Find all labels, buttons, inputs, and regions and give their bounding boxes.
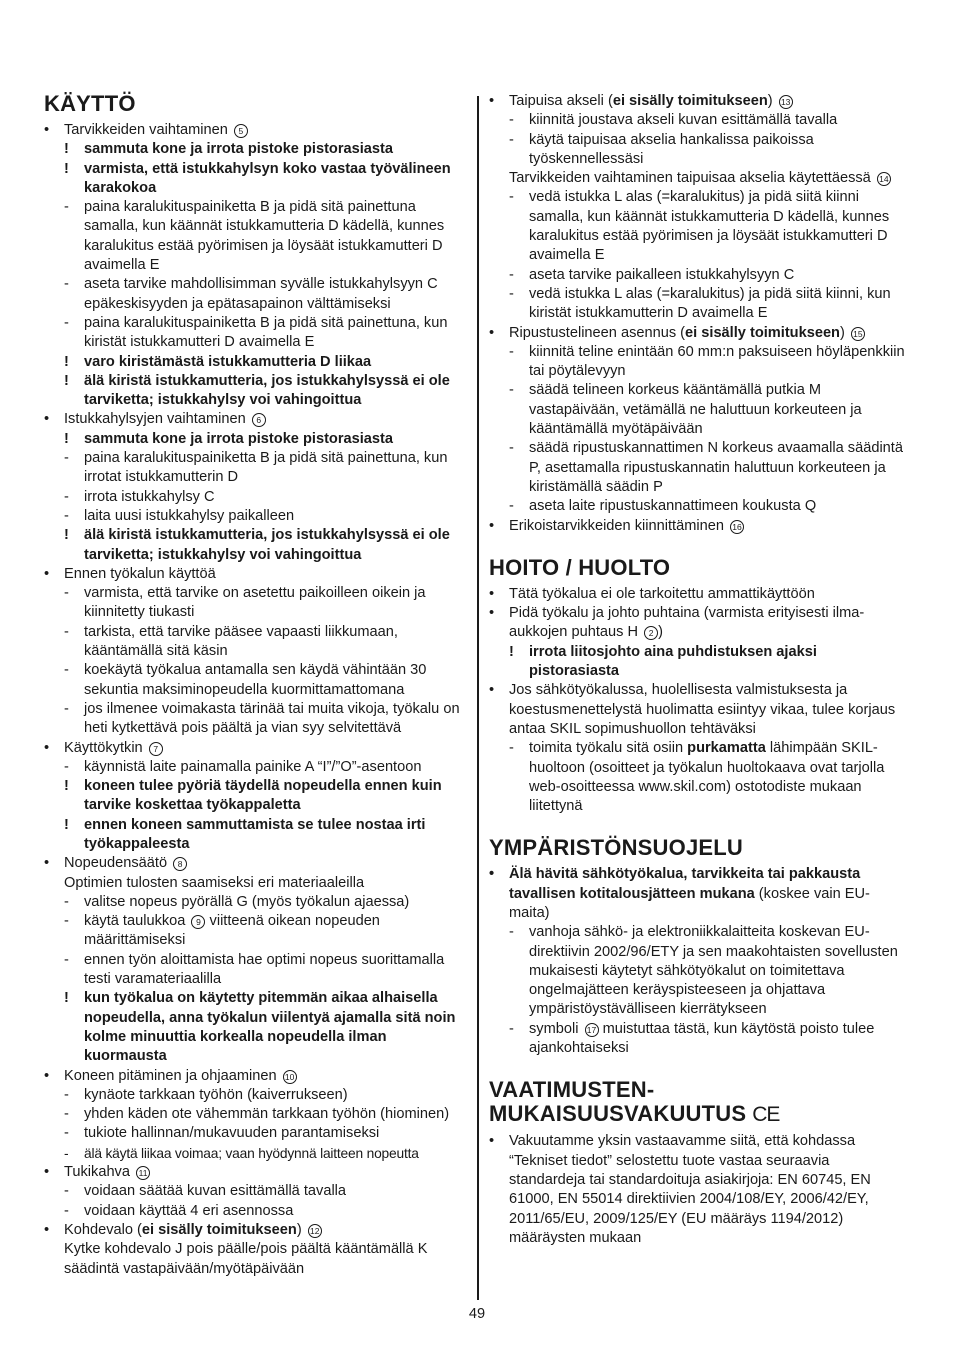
dash-marker: - <box>64 913 69 930</box>
section-heading-text: HOITO / HUOLTO <box>489 554 671 580</box>
text: Erikoistarvikkeiden kiinnittäminen <box>509 517 728 534</box>
list-item <box>44 1067 466 1086</box>
bullet-marker: • <box>489 324 495 341</box>
section-heading-text: KÄYTTÖ <box>44 91 136 116</box>
text: Jos sähkötyökalussa, huolellisesta valmistuksesta ja koestusmenettelystä huolimatta esiintyy vikaa, tulee korjaus antaa SKIL sopimushuollon tehtäväksi <box>509 682 896 737</box>
figure-reference-number: 13 <box>779 95 793 109</box>
dash-marker: - <box>64 893 69 910</box>
sub-list-item <box>489 439 909 497</box>
list-item <box>489 517 909 536</box>
dash-marker: - <box>64 623 69 640</box>
sub-list-item <box>489 1020 909 1059</box>
figure-reference-number: 9 <box>191 915 205 929</box>
text: Tätä työkalua ei ole tarkoitettu ammattikäyttöön <box>509 585 815 602</box>
dash-marker: - <box>509 1020 514 1037</box>
bold-text: älä kiristä istukkamutteria, jos istukkahylsyssä ei ole tarviketta; istukkahylsy voi vahingoittua <box>84 372 450 409</box>
figure-reference-number: 15 <box>851 327 865 341</box>
paragraph <box>489 169 909 188</box>
text: varmista, että tarvike on asetettu paikoilleen oikein ja kiinnitetty tiukasti <box>84 585 426 621</box>
dash-marker: - <box>64 662 69 679</box>
text: aseta tarvike mahdollisimman syvälle istukkahylsyyn C epäkeskisyyden ja epätasapainon välttämiseksi <box>84 276 438 312</box>
section-heading-text: MUKAISUUSVAKUUTUS <box>489 1101 747 1127</box>
figure-reference-number: 10 <box>283 1070 297 1084</box>
warning-marker: ! <box>64 372 69 389</box>
dash-marker: - <box>509 343 514 360</box>
dash-marker: - <box>509 740 514 757</box>
sub-list-item <box>489 285 909 324</box>
warning-marker: ! <box>64 353 69 370</box>
section-heading <box>489 1102 909 1127</box>
warning-marker: ! <box>64 816 69 833</box>
list-item <box>44 854 466 873</box>
sub-list-item <box>489 381 909 439</box>
list-item <box>489 681 909 739</box>
figure-reference-number: 17 <box>585 1023 599 1037</box>
right-column <box>489 92 909 1248</box>
text: kiinnitä teline enintään 60 mm:n paksuiseen höyläpenkkiin tai pöytälevyyn <box>529 343 905 380</box>
sub-list-item <box>44 700 466 739</box>
sub-list-item <box>489 497 909 516</box>
figure-reference-number: 12 <box>308 1224 322 1238</box>
text: laita uusi istukkahylsy paikalleen <box>84 507 295 524</box>
dash-marker: - <box>509 498 514 515</box>
dash-marker: - <box>64 314 69 331</box>
bullet-marker: • <box>44 411 50 428</box>
sub-list-item <box>44 372 466 411</box>
bold-text: kun työkalua on käytetty pitemmän aikaa alhaisella nopeudella, anna työkalun viilentyä ajamalla sitä noin kolme minuuttia korkealla nopeudella ilman kuormausta <box>84 990 456 1065</box>
bullet-marker: • <box>489 517 495 534</box>
figure-reference-number: 5 <box>234 124 248 138</box>
text: koekäytä työkalua antamalla sen käydä vähintään 30 sekuntia maksiminopeudella kuormittamattomana <box>84 662 427 698</box>
dash-marker: - <box>64 1086 69 1103</box>
bold-text: koneen tulee pyöriä täydellä nopeudella ennen kuin tarvike koskettaa työkappaletta <box>84 778 442 814</box>
warning-marker: ! <box>64 527 69 544</box>
list-item <box>489 604 909 643</box>
text: käytä taipuisaa akselia hankalissa paikoissa työskennellessäsi <box>529 131 814 167</box>
dash-marker: - <box>64 1145 69 1161</box>
bullet-marker: • <box>44 1164 50 1181</box>
bold-text: varmista, että istukkahylsyn koko vastaa työvälineen karakokoa <box>84 160 451 196</box>
dash-marker: - <box>64 1106 69 1123</box>
warning-marker: ! <box>64 778 69 795</box>
bullet-marker: • <box>44 1221 50 1238</box>
dash-marker: - <box>64 199 69 216</box>
sub-list-item <box>44 912 466 951</box>
sub-list-item <box>44 777 466 816</box>
list-item <box>489 865 909 923</box>
sub-list-item <box>44 893 466 912</box>
sub-list-item <box>44 507 466 526</box>
dash-marker: - <box>509 440 514 457</box>
bullet-marker: • <box>44 122 50 138</box>
sub-list-item <box>44 430 466 449</box>
dash-marker: - <box>509 266 514 283</box>
sub-list-item <box>489 131 909 170</box>
dash-marker: - <box>509 382 514 399</box>
sub-list-item <box>44 989 466 1066</box>
text: Taipuisa akseli ( <box>509 93 613 109</box>
bold-text: irrota liitosjohto aina puhdistuksen ajaksi pistorasiasta <box>529 643 817 680</box>
bullet-marker: • <box>489 93 495 109</box>
bold-text: ennen koneen sammuttamista se tulee nostaa irti työkappaleesta <box>84 816 426 852</box>
sub-list-item <box>44 353 466 372</box>
text: vanhoja sähkö- ja elektroniikkalaitteita koskevan EU-direktiivin 2002/96/ETY ja sen maakohtaisten sovellusten mukaisesti käytetyt sähkötyökalut on toimitettava ongelmajätteen keräyspisteeseen ja ohjattava ympäristöystävälliseen kierrätykseen <box>529 924 898 1018</box>
dash-marker: - <box>64 488 69 505</box>
text: paina karalukituspainiketta B ja pidä sitä painettuna, kun kiristät istukkamutteri D avaimella E <box>84 314 448 351</box>
sub-list-item <box>489 923 909 1019</box>
paragraph <box>44 874 466 893</box>
paragraph <box>44 1240 466 1279</box>
text: lähimpään SKIL-huoltoon (osoitteet ja työkalun huoltokaava ovat tarjolla web-osoitteessa www.skil.com) ostotodiste mukaan liitettynä <box>529 740 885 815</box>
section-gap <box>489 1058 909 1078</box>
dash-marker: - <box>64 758 69 775</box>
section-heading <box>489 556 909 580</box>
text: kiinnitä joustava akseli kuvan esittämällä tavalla <box>529 112 838 129</box>
text: Ripustustelineen asennus ( <box>509 324 686 341</box>
sub-list-item <box>44 1086 466 1105</box>
text: paina karalukituspainiketta B ja pidä sitä painettuna samalla, kun käännät istukkamutteria D kädellä, kunnes karalukitus estää pyörimisen ja löysäät istukkamutteri D avaimella E <box>84 199 445 274</box>
dash-marker: - <box>64 1202 69 1219</box>
bullet-marker: • <box>44 1067 50 1084</box>
bold-text: Älä hävitä sähkötyökalua, tarvikkeita tai pakkausta tavallisen kotitalousjätteen mukana <box>509 866 861 902</box>
sub-list-item <box>44 160 466 199</box>
dash-marker: - <box>64 507 69 524</box>
text: ) <box>658 624 663 641</box>
bold-text: sammuta kone ja irrota pistoke pistorasiasta <box>84 141 394 158</box>
sub-list-item <box>44 1105 466 1124</box>
sub-list-item <box>489 188 909 265</box>
sub-list-item <box>44 661 466 700</box>
dash-marker: - <box>64 450 69 467</box>
list-item <box>44 410 466 429</box>
section-heading-text: VAATIMUSTEN- <box>489 1077 655 1103</box>
text: valitse nopeus pyörällä G (myös työkalun ajaessa) <box>84 893 410 910</box>
figure-reference-number: 6 <box>252 413 266 427</box>
text: ) <box>767 93 777 109</box>
text: symboli <box>529 1020 583 1037</box>
list-item <box>489 324 909 343</box>
dash-marker: - <box>509 924 514 941</box>
text: aseta laite ripustuskannattimeen koukusta Q <box>529 498 817 515</box>
dash-marker: - <box>64 1183 69 1200</box>
warning-marker: ! <box>64 430 69 447</box>
sub-list-item <box>44 140 466 159</box>
sub-list-item <box>44 1124 466 1143</box>
dash-marker: - <box>509 131 514 148</box>
figure-reference-number: 16 <box>730 520 744 534</box>
text: muistuttaa tästä, kun käytöstä poisto tulee ajankohtaiseksi <box>529 1020 875 1057</box>
list-item <box>44 121 466 140</box>
sub-list-item <box>44 449 466 488</box>
bold-text: ei sisälly toimitukseen <box>685 324 840 341</box>
text: toimita työkalu sitä osiin <box>529 740 688 757</box>
bold-text: purkamatta <box>687 740 766 757</box>
sub-list-item <box>44 1202 466 1221</box>
list-item <box>489 585 909 604</box>
section-heading <box>489 1078 909 1102</box>
figure-reference-number: 7 <box>149 742 163 756</box>
dash-marker: - <box>509 112 514 129</box>
sub-list-item <box>44 623 466 662</box>
bold-text: varo kiristämästä istukkamutteria D liikaa <box>84 353 372 370</box>
text: Tarvikkeiden vaihtaminen <box>64 122 232 138</box>
figure-reference-number: 8 <box>173 857 187 871</box>
bullet-marker: • <box>44 565 50 582</box>
sub-list-item <box>44 1144 466 1163</box>
text: älä käytä liikaa voimaa; vaan hyödynnä laitteen nopeutta <box>84 1145 419 1161</box>
list-item <box>44 1163 466 1182</box>
text: voidaan säätää kuvan esittämällä tavalla <box>84 1183 347 1200</box>
text: Tukikahva <box>64 1164 135 1181</box>
figure-reference-number: 11 <box>136 1166 150 1180</box>
text: Nopeudensäätö <box>64 855 172 872</box>
text: yhden käden ote vähemmän tarkkaan työhön (hiominen) <box>84 1106 450 1123</box>
section-heading <box>44 92 466 116</box>
text: käytä taulukkoa <box>84 913 190 930</box>
text: paina karalukituspainiketta B ja pidä sitä painettuna, kun irrotat istukkamutterin D <box>84 450 448 486</box>
text: Vakuutamme yksin vastaavamme siitä, että kohdassa “Tekniset tiedot” selostettu tuote vastaa seuraavia standardeja tai standardoituja asiakirjoja: EN 60745, EN 61000, EN 55014 direktiivien 2004/108/EY, 2006/42/EY, 2011/65/EU, 2009/125/EY (EU määräys 1194/2012) määräysten mukaan <box>509 1133 871 1246</box>
warning-marker: ! <box>64 160 69 177</box>
page-number: 49 <box>468 1306 486 1322</box>
section-gap <box>489 816 909 836</box>
text: säädä ripustuskannattimen N korkeus avaamalla säädintä P, asettamalla ripustuskannatin haluttuun korkeuteen ja kiristämällä säädin P <box>529 440 903 495</box>
bullet-marker: • <box>44 855 50 872</box>
bullet-marker: • <box>489 1133 495 1150</box>
sub-list-item <box>44 488 466 507</box>
dash-marker: - <box>64 951 69 968</box>
list-item <box>44 1221 466 1240</box>
warning-marker: ! <box>509 643 514 660</box>
text: ennen työn aloittamista hae optimi nopeus suorittamalla testi varamateriaalilla <box>84 951 445 988</box>
text: irrota istukkahylsy C <box>84 488 215 505</box>
column-divider <box>477 96 479 1300</box>
sub-list-item <box>489 739 909 816</box>
ce-mark-icon: CE <box>752 1103 780 1127</box>
sub-list-item <box>44 1182 466 1201</box>
sub-list-item <box>44 275 466 314</box>
sub-list-item <box>44 951 466 990</box>
dash-marker: - <box>64 276 69 293</box>
section-heading <box>489 836 909 860</box>
text: ) <box>296 1221 306 1238</box>
list-item <box>44 565 466 584</box>
text: Kytke kohdevalo J pois päälle/pois päältä kääntämällä K säädintä vastapäivään/myötäpäivään <box>64 1241 428 1277</box>
text: Kohdevalo ( <box>64 1221 142 1238</box>
text: ) <box>839 324 849 341</box>
section-heading-text: YMPÄRISTÖNSUOJELU <box>489 835 743 861</box>
sub-list-item <box>489 266 909 285</box>
list-item <box>44 739 466 758</box>
dash-marker: - <box>64 585 69 602</box>
bullet-marker: • <box>44 739 50 756</box>
text: Pidä työkalu ja johto puhtaina (varmista erityisesti ilma-aukkojen puhtaus H <box>509 605 865 641</box>
left-column <box>44 92 466 1279</box>
sub-list-item <box>489 111 909 130</box>
text: Käyttökytkin <box>64 739 147 756</box>
text: Istukkahylsyjen vaihtaminen <box>64 411 250 428</box>
text: voidaan käyttää 4 eri asennossa <box>84 1202 294 1219</box>
figure-reference-number: 14 <box>877 172 891 186</box>
sub-list-item <box>44 758 466 777</box>
text: aseta tarvike paikalleen istukkahylsyyn C <box>529 266 795 283</box>
sub-list-item <box>44 198 466 275</box>
text: viitteenä oikean nopeuden määrittämiseksi <box>84 913 380 949</box>
bold-text: ei sisälly toimitukseen <box>141 1221 297 1238</box>
bold-text: ei sisälly toimitukseen <box>612 93 768 109</box>
section-gap <box>489 536 909 556</box>
text: säädä telineen korkeus kääntämällä putkia M vastapäivään, vetämällä ne haluttuun korkeuteen ja kääntämällä myötäpäivään <box>529 382 862 438</box>
bold-text: älä kiristä istukkamutteria, jos istukkahylsyssä ei ole tarviketta; istukkahylsy voi vahingoittua <box>84 527 450 563</box>
text: vedä istukka L alas (=karalukitus) ja pidä siitä kiinni samalla, kun käännät istukkamutteria D kädellä, kunnes karalukitus estää pyörimisen ja löysäät istukkamutteri D avaimella E <box>529 189 890 264</box>
text: Ennen työkalun käyttöä <box>64 565 216 582</box>
text: käynnistä laite painamalla painike A “I”/”O”-asentoon <box>84 758 422 775</box>
figure-reference-number: 2 <box>644 626 658 640</box>
sub-list-item <box>44 314 466 353</box>
bullet-marker: • <box>489 866 495 883</box>
text: (koskee vain EU-maita) <box>509 885 870 921</box>
text: jos ilmenee voimakasta tärinää tai muita vikoja, työkalu on heti kytkettävä pois päältä ja vian syy selvitettävä <box>84 700 460 737</box>
bullet-marker: • <box>489 585 495 602</box>
text: Koneen pitäminen ja ohjaaminen <box>64 1067 281 1084</box>
text: Tarvikkeiden vaihtaminen taipuisaa akselia käytettäessä <box>509 170 875 187</box>
sub-list-item <box>44 816 466 855</box>
text: tarkista, että tarvike pääsee vapaasti liikkumaan, kääntämällä sitä käsin <box>84 623 398 660</box>
dash-marker: - <box>64 700 69 717</box>
sub-list-item <box>44 584 466 623</box>
dash-marker: - <box>509 285 514 302</box>
sub-list-item <box>489 643 909 682</box>
sub-list-item <box>489 343 909 382</box>
text: tukiote hallinnan/mukavuuden parantamiseksi <box>84 1125 380 1142</box>
list-item <box>489 1132 909 1248</box>
warning-marker: ! <box>64 990 69 1007</box>
text: Optimien tulosten saamiseksi eri materiaaleilla <box>64 874 365 891</box>
text: kynäote tarkkaan työhön (kaiverrukseen) <box>84 1086 348 1103</box>
text: vedä istukka L alas (=karalukitus) ja pidä siitä kiinni, kun kiristät istukkamutterin D avaimella E <box>529 285 891 322</box>
dash-marker: - <box>64 1125 69 1142</box>
bullet-marker: • <box>489 682 495 699</box>
dash-marker: - <box>509 189 514 206</box>
warning-marker: ! <box>64 141 69 158</box>
bold-text: sammuta kone ja irrota pistoke pistorasiasta <box>84 430 394 447</box>
bullet-marker: • <box>489 605 495 622</box>
list-item <box>489 92 909 111</box>
sub-list-item <box>44 526 466 565</box>
